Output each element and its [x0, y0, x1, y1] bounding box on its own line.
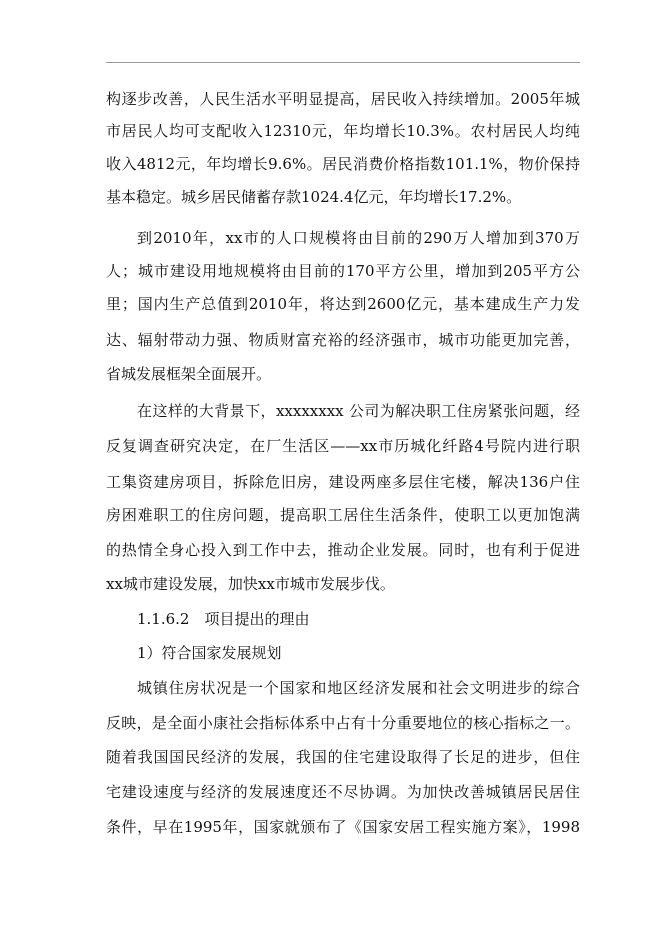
- text-line: 反映，是全面小康社会指标体系中占有十分重要地位的核心指标之一。: [106, 714, 580, 732]
- text-line: 人；城市建设用地规模将由目前的170平方公里，增加到205平方公: [106, 262, 580, 280]
- header-rule: [106, 62, 580, 63]
- sub-heading: 1）符合国家发展规划: [137, 644, 282, 662]
- section-heading: 1.1.6.2 项目提出的理由: [137, 610, 310, 628]
- text-line: 城镇住房状况是一个国家和地区经济发展和社会文明进步的综合: [137, 679, 580, 697]
- text-line: 宅建设速度与经济的发展速度还不尽协调。为加快改善城镇居民居住: [106, 783, 580, 801]
- text-line: 达、辐射带动力强、物质财富充裕的经济强市，城市功能更加完善，: [106, 331, 580, 349]
- text-line: 的热情全身心投入到工作中去，推动企业发展。同时，也有利于促进: [106, 541, 580, 559]
- text-line: 房困难职工的住房问题，提高职工居住生活条件，使职工以更加饱满: [106, 506, 580, 524]
- text-line: 在这样的大背景下，xxxxxxxx 公司为解决职工住房紧张问题，经: [137, 402, 580, 420]
- text-line: 反复调查研究决定，在厂生活区——xx市历城化纤路4号院内进行职: [106, 437, 580, 455]
- text-line: 市居民人均可支配收入12310元，年均增长10.3%。农村居民人均纯: [106, 122, 580, 140]
- text-line: 基本稳定。城乡居民储蓄存款1024.4亿元，年均增长17.2%。: [106, 188, 522, 206]
- text-line: 条件，早在1995年，国家就颁布了《国家安居工程实施方案》，1998: [106, 818, 580, 836]
- text-line: 省城发展框架全面展开。: [106, 365, 272, 383]
- text-line: 到2010年，xx市的人口规模将由目前的290万人增加到370万: [137, 229, 580, 247]
- text-line: xx城市建设发展，加快xx市城市发展步伐。: [106, 575, 395, 593]
- text-line: 随着我国国民经济的发展，我国的住宅建设取得了长足的进步，但住: [106, 748, 580, 766]
- text-line: 工集资建房项目，拆除危旧房，建设两座多层住宅楼，解决136户住: [106, 473, 580, 491]
- text-line: 里；国内生产总值到2010年，将达到2600亿元，基本建成生产力发: [106, 295, 580, 313]
- text-line: 收入4812元，年均增长9.6%。居民消费价格指数101.1%，物价保持: [106, 155, 580, 173]
- text-line: 构逐步改善，人民生活水平明显提高，居民收入持续增加。2005年城: [106, 90, 580, 108]
